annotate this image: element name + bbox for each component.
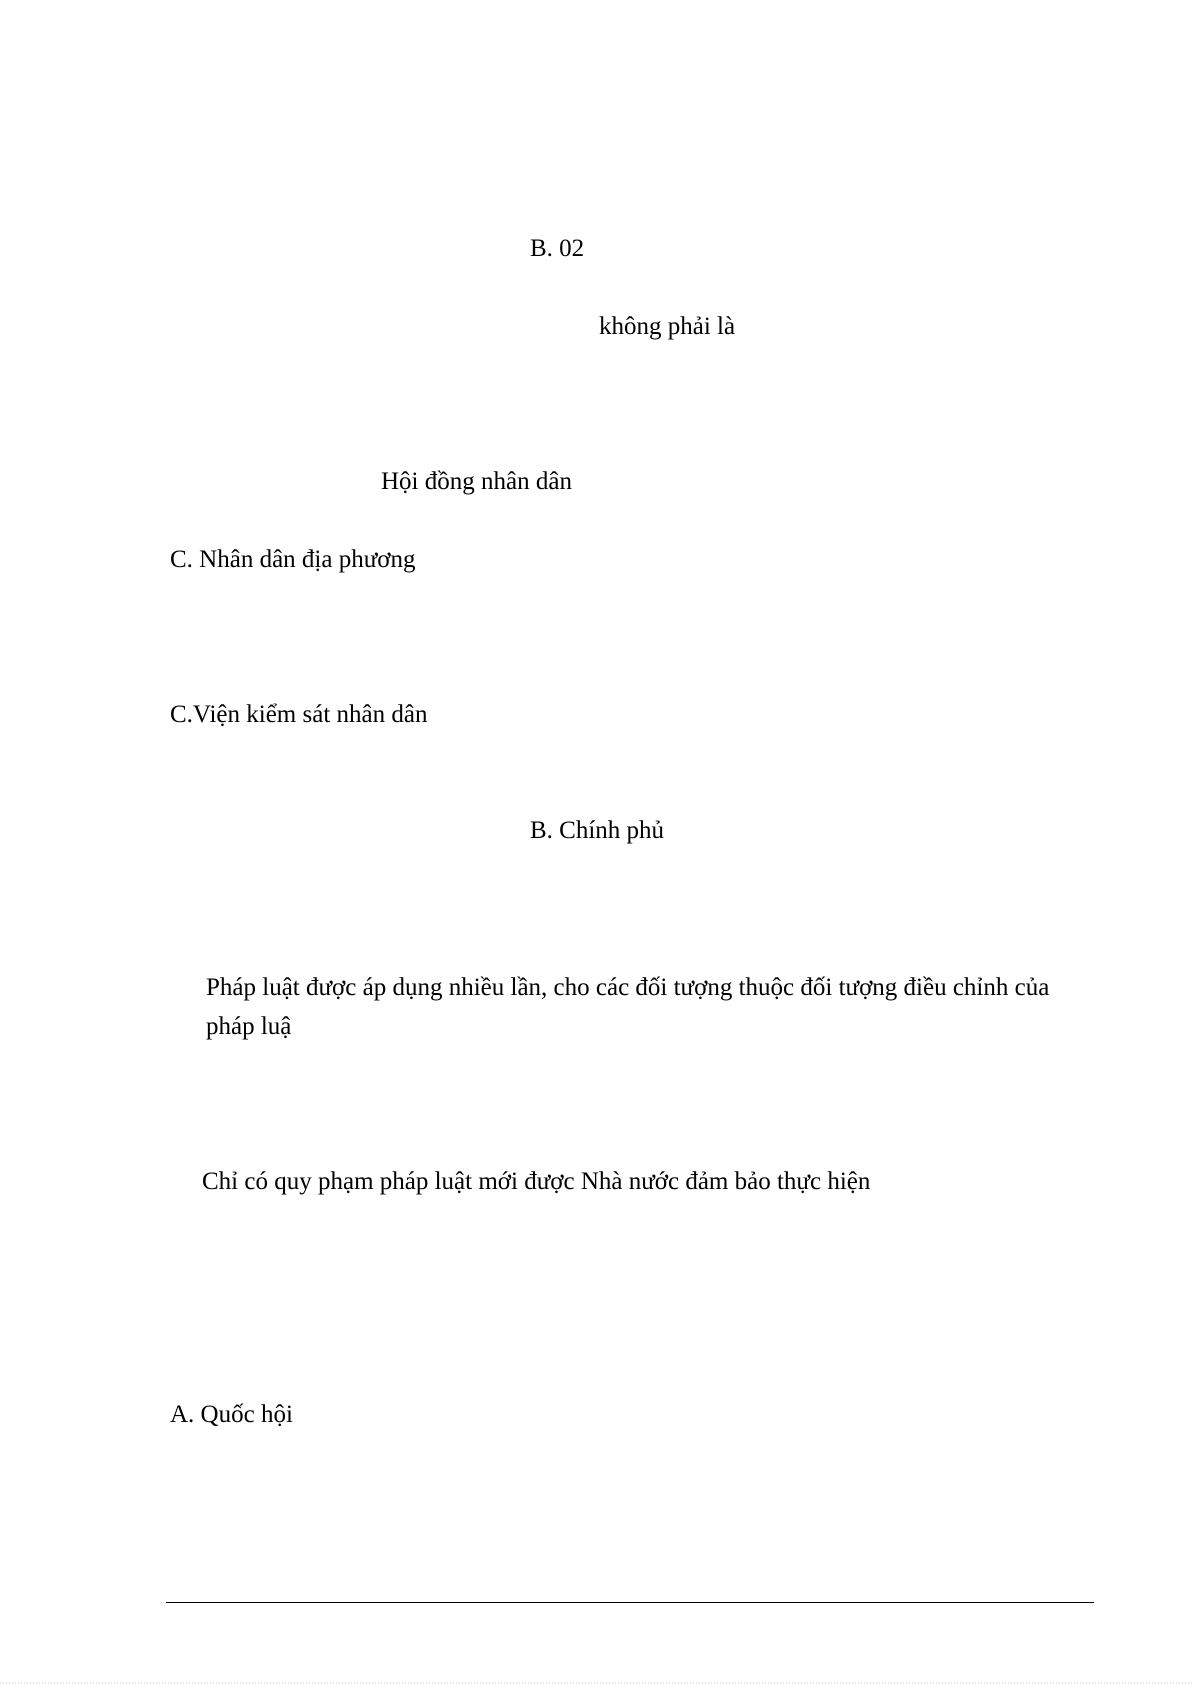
footer-divider [166, 1602, 1094, 1603]
option-b-02: B. 02 [530, 235, 585, 262]
statement-chi-co-quy-pham: Chỉ có quy phạm pháp luật mới được Nhà nước đảm bảo thực hiện [202, 1168, 871, 1195]
option-hoi-dong-nhan-dan: Hội đồng nhân dân [381, 468, 572, 495]
option-c-nhan-dan-dia-phuong: C. Nhân dân địa phương [170, 546, 416, 573]
option-c-vien-kiem-sat: C.Viện kiểm sát nhân dân [170, 701, 428, 728]
option-a-quoc-hoi: A. Quốc hội [170, 1401, 293, 1428]
statement-phap-luat: Pháp luật được áp dụng nhiều lần, cho các đối tượng thuộc đối tượng điều chỉnh của pháp luậ [206, 974, 1050, 1040]
option-b-chinh-phu: B. Chính phủ [530, 817, 665, 844]
question-fragment-khong-phai-la: không phải là [599, 313, 736, 340]
